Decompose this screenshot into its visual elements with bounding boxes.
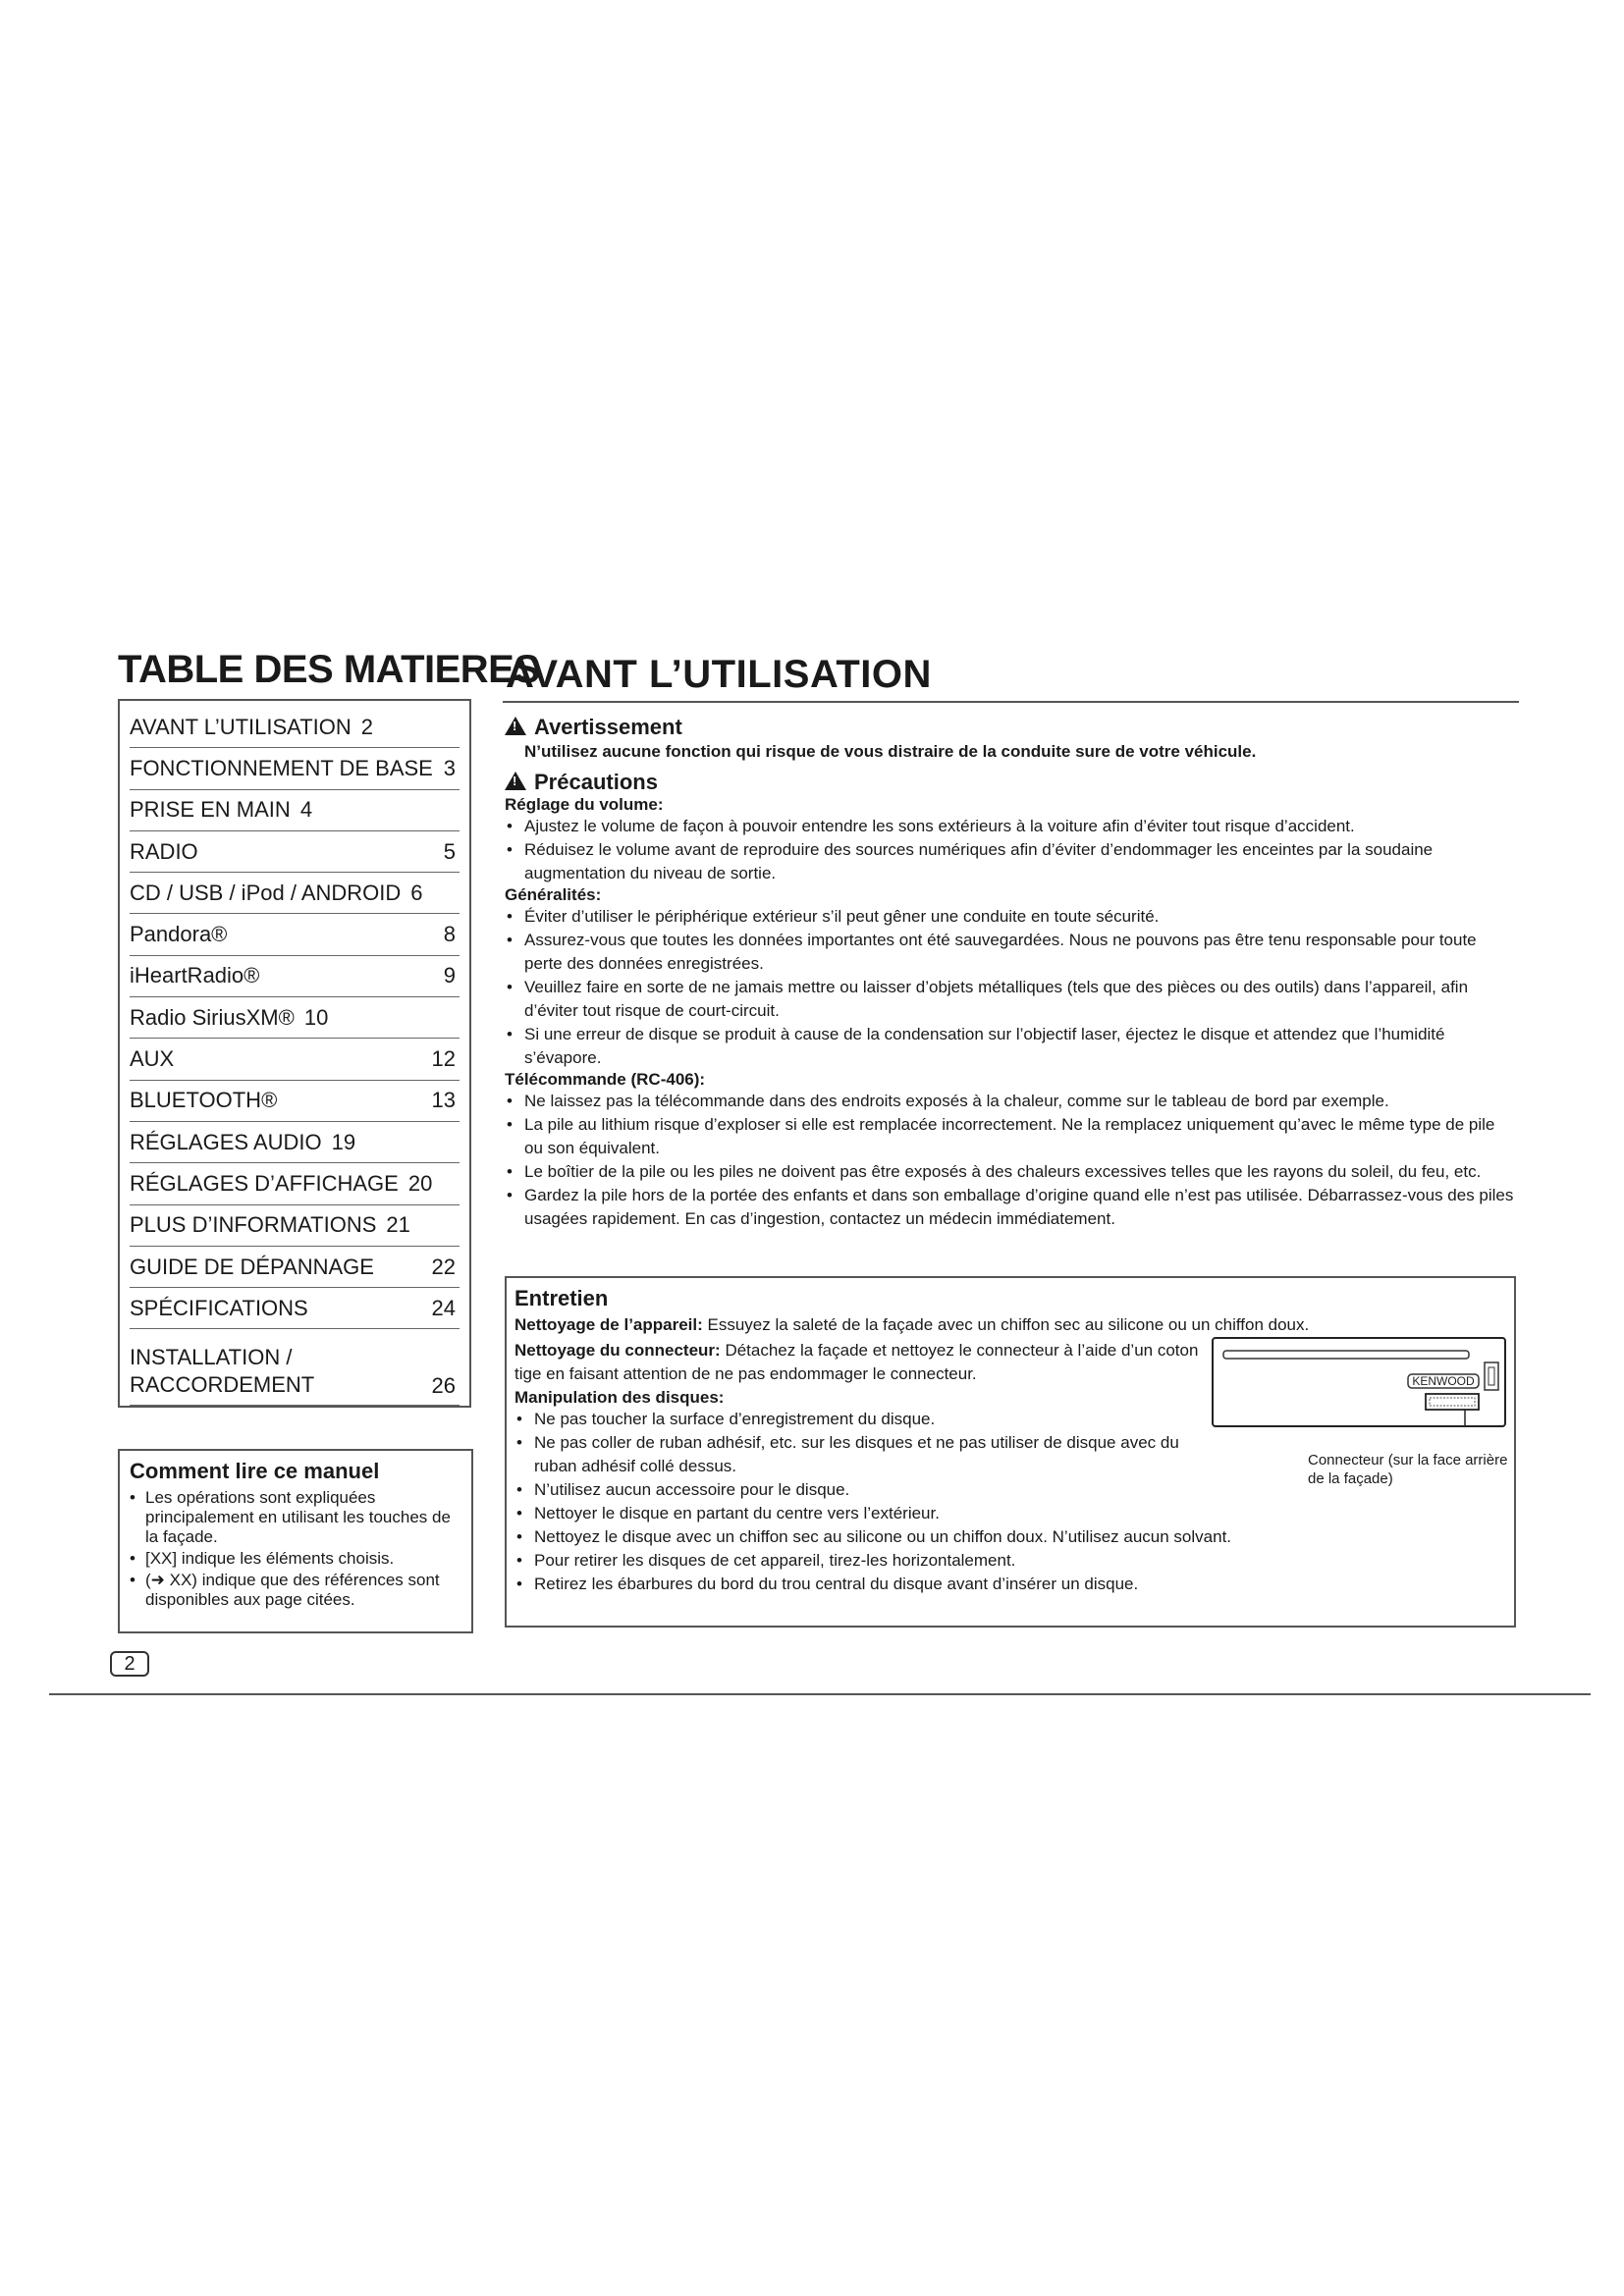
toc-item-specifications[interactable]: [130, 1288, 460, 1329]
toc-item-aux[interactable]: [130, 1039, 460, 1080]
toc-item-label: AVANT L’UTILISATION: [130, 714, 352, 739]
howto-title: Comment lire ce manuel: [130, 1459, 380, 1483]
toc-item-pandora[interactable]: [130, 914, 460, 955]
precautions-heading: Précautions: [534, 770, 658, 794]
list-item: • Éviter d’utiliser le périphérique extérieur s’il peut gêner une conduite en toute sécurité.: [505, 905, 1516, 929]
toc-item-radio[interactable]: [130, 831, 460, 873]
howto-item: • Les opérations sont expliquées principalement en utilisant les touches de la façade.: [130, 1488, 461, 1547]
toc-item-fonctionnement[interactable]: [130, 748, 460, 789]
list-item: • Ajustez le volume de façon à pouvoir entendre les sons extérieurs à la voiture afin d’éviter tout risque d’accident.: [505, 815, 1516, 838]
toc-item-page: 19: [331, 1129, 356, 1154]
bottom-divider: [49, 1693, 1591, 1695]
toc-item-prise-en-main[interactable]: [130, 790, 460, 831]
volume-heading: Réglage du volume:: [505, 795, 664, 814]
toc-item-label: PRISE EN MAIN: [130, 797, 291, 823]
warning-text: N’utilisez aucune fonction qui risque de vous distraire de la conduite sure de votre véhicule.: [524, 742, 1257, 761]
list-item: • N’utilisez aucun accessoire pour le disque.: [514, 1478, 1506, 1502]
toc-item-depannage[interactable]: [130, 1247, 460, 1288]
toc-item-bluetooth[interactable]: [130, 1081, 460, 1122]
toc-list: [118, 699, 471, 1408]
toc-item-reglages-affichage[interactable]: [130, 1163, 460, 1204]
toc-item-installation[interactable]: [130, 1329, 460, 1406]
toc-item-label: FONCTIONNEMENT DE BASE: [130, 755, 433, 780]
toc-item-label: RÉGLAGES AUDIO: [130, 1129, 322, 1154]
cleaning-text: Essuyez la saleté de la façade avec un chiffon sec au silicone ou un chiffon doux.: [707, 1315, 1310, 1334]
connector-text: Détachez la façade et nettoyez le connecteur à l’aide d’un coton tige en faisant attention de ne pas endommager le connecteur.: [514, 1341, 1199, 1383]
precautions-section: [505, 770, 1516, 1231]
toc-item-label: CD / USB / iPod / ANDROID: [130, 880, 402, 905]
howto-item: • (➜ XX) indique que des références sont disponibles aux page citées.: [130, 1571, 461, 1610]
page-number: 2: [110, 1651, 149, 1677]
warning-icon: [505, 717, 526, 735]
toc-item-page: 4: [299, 797, 313, 823]
toc-item-page: 9: [443, 963, 456, 988]
list-item: • Ne pas coller de ruban adhésif, etc. sur les disques et ne pas utiliser de disque avec du ruban adhésif collé dessus.: [514, 1431, 1221, 1478]
toc-item-label: GUIDE DE DÉPANNAGE: [130, 1254, 374, 1279]
toc-item-page: 24: [431, 1295, 456, 1320]
toc-item-page: 6: [410, 880, 423, 905]
entretien-box: [505, 1276, 1516, 1628]
toc-item-label: Pandora®: [130, 922, 228, 947]
toc-item-label: RÉGLAGES D’AFFICHAGE: [130, 1170, 399, 1196]
toc-item-siriusxm[interactable]: [130, 997, 460, 1039]
connector-paragraph: [514, 1339, 1202, 1386]
toc-item-page: 26: [431, 1373, 456, 1399]
list-item: • Gardez la pile hors de la portée des enfants et dans son emballage d’origine quand elle n’est pas utilisée. Débarrassez-vous des piles usagées rapidement. En cas d’ingestion, contactez un médecin immédiatement.: [505, 1184, 1516, 1231]
toc-item-page: 2: [360, 714, 374, 739]
toc-item-label: iHeartRadio®: [130, 963, 260, 988]
toc-item-plus-informations[interactable]: [130, 1205, 460, 1247]
toc-item-page: 22: [431, 1254, 456, 1279]
list-item: • Assurez-vous que toutes les données importantes ont été sauvegardées. Nous ne pouvons pas être tenu responsable pour toute perte des données enregistrées.: [505, 929, 1516, 976]
connector-caption: Connecteur (sur la face arrière de la façade): [1308, 1452, 1508, 1487]
discs-heading: Manipulation des disques:: [514, 1388, 725, 1407]
toc-item-page: 13: [431, 1088, 456, 1113]
list-item: • Si une erreur de disque se produit à cause de la condensation sur l’objectif laser, éjectez le disque et attendez que l’humidité s’évapore.: [505, 1023, 1516, 1070]
page-title: AVANT L’UTILISATION: [506, 653, 932, 696]
toc-item-label: RADIO: [130, 838, 198, 864]
list-item: • Nettoyez le disque avec un chiffon sec au silicone ou un chiffon doux. N’utilisez aucun solvant.: [514, 1525, 1506, 1549]
toc-item-label: BLUETOOTH®: [130, 1088, 278, 1113]
toc-item-reglages-audio[interactable]: [130, 1122, 460, 1163]
list-item: • Ne pas toucher la surface d’enregistrement du disque.: [514, 1408, 1221, 1431]
toc-item-label: INSTALLATION / RACCORDEMENT: [130, 1345, 315, 1398]
caution-icon: [505, 772, 526, 790]
toc-item-page: 10: [303, 1004, 329, 1030]
toc-item-label: AUX: [130, 1046, 175, 1072]
warning-section: [505, 715, 1516, 764]
remote-heading: Télécommande (RC-406):: [505, 1070, 706, 1089]
toc-item-avant[interactable]: [130, 707, 460, 748]
list-item: • Ne laissez pas la télécommande dans des endroits exposés à la chaleur, comme sur le tableau de bord par exemple.: [505, 1090, 1516, 1113]
list-item: • La pile au lithium risque d’exploser si elle est remplacée incorrectement. Ne la remplacez uniquement qu’avec le même type de pile ou son équivalent.: [505, 1113, 1516, 1160]
toc-item-iheartradio[interactable]: [130, 956, 460, 997]
entretien-heading: Entretien: [514, 1286, 609, 1310]
list-item: • Le boîtier de la pile ou les piles ne doivent pas être exposés à des chaleurs excessives telles que les rayons du soleil, du feu, etc.: [505, 1160, 1516, 1184]
toc-item-label: PLUS D’INFORMATIONS: [130, 1212, 377, 1238]
toc-item-page: 12: [431, 1046, 456, 1072]
toc-item-page: 3: [443, 755, 456, 780]
toc-item-page: 20: [407, 1170, 433, 1196]
cleaning-paragraph: [514, 1313, 1506, 1337]
list-item: • Pour retirer les disques de cet appareil, tirez-les horizontalement.: [514, 1549, 1506, 1573]
warning-heading: Avertissement: [534, 715, 682, 739]
howto-item: • [XX] indique les éléments choisis.: [130, 1549, 461, 1569]
cleaning-label: Nettoyage de l’appareil:: [514, 1315, 703, 1334]
list-item: • Veuillez faire en sorte de ne jamais mettre ou laisser d’objets métalliques (tels que des pièces ou des outils) dans l’appareil, afin d’éviter tout risque de court-circuit.: [505, 976, 1516, 1023]
discs-list: [514, 1408, 1506, 1596]
toc-item-page: 5: [443, 838, 456, 864]
toc-item-page: 21: [386, 1212, 410, 1238]
faceplate-illustration: [1212, 1337, 1506, 1427]
title-divider: [503, 701, 1519, 703]
toc-item-cd-usb[interactable]: [130, 873, 460, 914]
toc-item-page: 8: [443, 922, 456, 947]
list-item: • Nettoyer le disque en partant du centre vers l’extérieur.: [514, 1502, 1506, 1525]
entretien-left: [514, 1339, 1202, 1408]
toc-title: TABLE DES MATIERES: [118, 648, 540, 691]
howto-box: [118, 1449, 473, 1633]
toc-item-label: SPÉCIFICATIONS: [130, 1295, 308, 1320]
toc-item-label: Radio SiriusXM®: [130, 1004, 295, 1030]
general-heading: Généralités:: [505, 885, 602, 904]
connector-label: Nettoyage du connecteur:: [514, 1341, 721, 1360]
list-item: • Réduisez le volume avant de reproduire des sources numériques afin d’éviter d’endommager les enceintes par la soudaine augmentation du niveau de sortie.: [505, 838, 1516, 885]
list-item: • Retirez les ébarbures du bord du trou central du disque avant d’insérer un disque.: [514, 1573, 1506, 1596]
device-brand: KENWOOD: [1412, 1374, 1475, 1388]
